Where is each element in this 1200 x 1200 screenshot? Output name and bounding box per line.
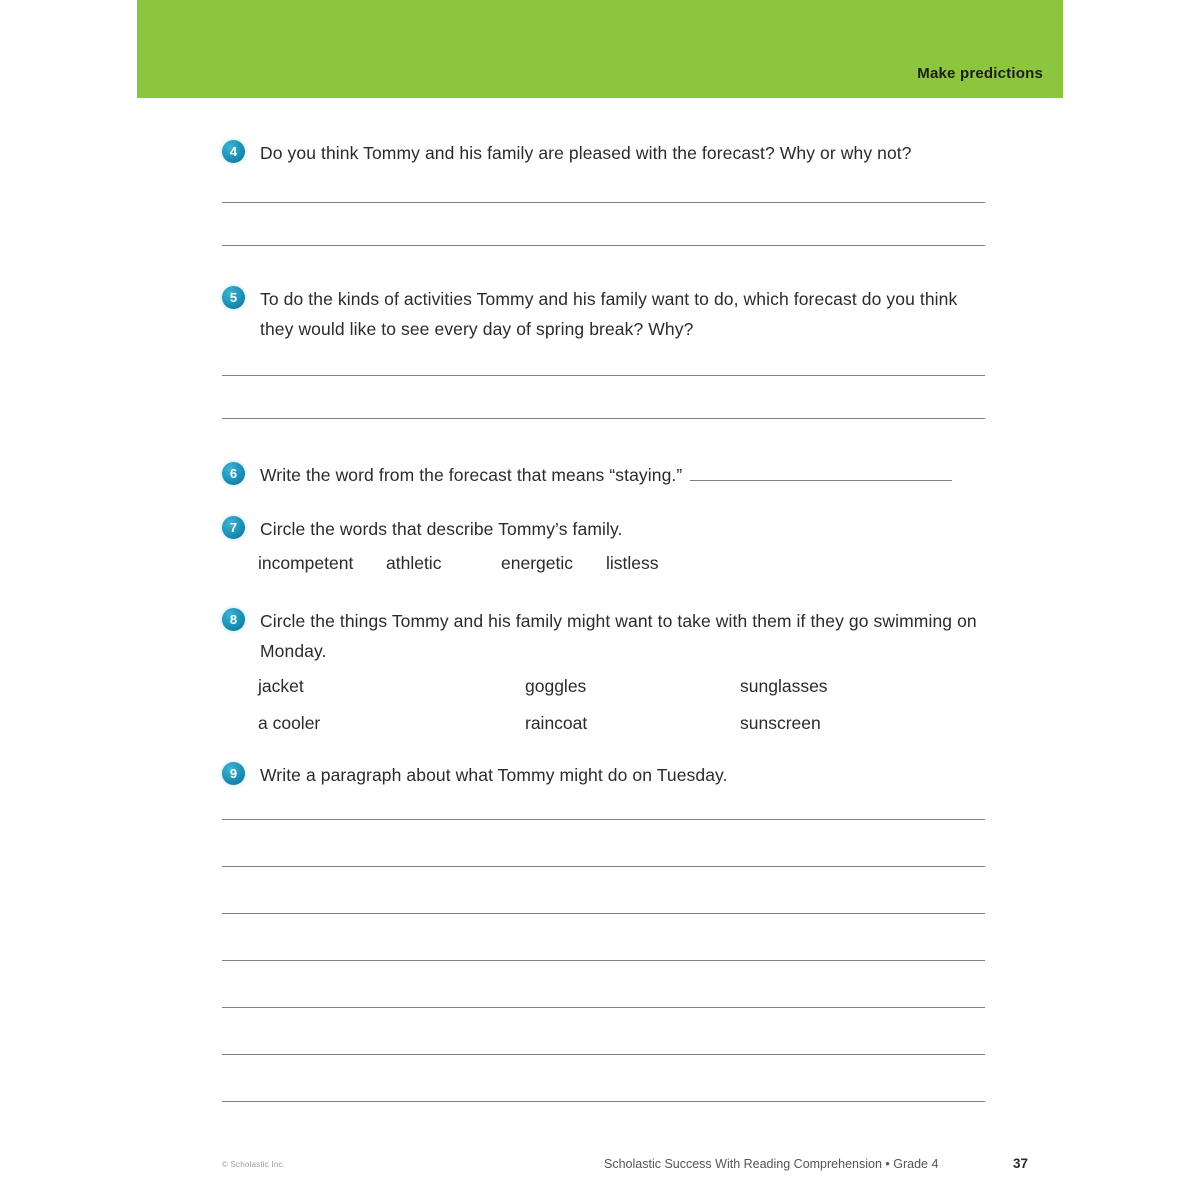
question-8	[222, 606, 992, 666]
question-4	[222, 138, 992, 168]
answer-line-q9-5[interactable]	[222, 1007, 985, 1008]
option-q7-athletic[interactable]: athletic	[386, 553, 442, 573]
option-q8-a-cooler[interactable]: a cooler	[258, 713, 321, 733]
question-number-badge-6: 6	[222, 462, 245, 485]
option-q8-sunglasses[interactable]: sunglasses	[740, 676, 828, 696]
question-number-badge-7: 7	[222, 516, 245, 539]
footer-series-title: Scholastic Success With Reading Comprehension • Grade 4	[604, 1157, 939, 1171]
question-text-6: Write the word from the forecast that means “staying.”	[260, 465, 683, 485]
answer-blank-q6[interactable]	[690, 466, 952, 481]
question-6	[222, 460, 992, 490]
option-row-2	[258, 705, 958, 742]
question-number-badge-9: 9	[222, 762, 245, 785]
option-q8-sunscreen[interactable]: sunscreen	[740, 713, 821, 733]
question-5	[222, 284, 992, 344]
question-text-8: Circle the things Tommy and his family might want to take with them if they go swimming on Monday.	[260, 611, 977, 661]
option-q8-goggles[interactable]: goggles	[525, 676, 587, 696]
answer-line-q4-1[interactable]	[222, 202, 985, 203]
option-grid-q8	[258, 668, 958, 742]
option-q8-raincoat[interactable]: raincoat	[525, 713, 588, 733]
answer-line-q9-1[interactable]	[222, 819, 985, 820]
answer-line-q4-2[interactable]	[222, 245, 985, 246]
answer-line-q9-3[interactable]	[222, 913, 985, 914]
question-text-9: Write a paragraph about what Tommy might do on Tuesday.	[260, 765, 728, 785]
answer-line-q9-2[interactable]	[222, 866, 985, 867]
question-7	[222, 514, 992, 544]
page-header-banner	[137, 0, 1063, 98]
question-text-5: To do the kinds of activities Tommy and his family want to do, which forecast do you think they would like to see every day of spring break? Why?	[260, 289, 958, 339]
question-text-6-wrapper	[260, 460, 992, 490]
option-q7-incompetent[interactable]: incompetent	[258, 553, 354, 573]
answer-line-q5-2[interactable]	[222, 418, 985, 419]
answer-line-q9-7[interactable]	[222, 1101, 985, 1102]
option-q8-jacket[interactable]: jacket	[258, 676, 304, 696]
answer-line-q5-1[interactable]	[222, 375, 985, 376]
question-number-badge-5: 5	[222, 286, 245, 309]
question-9	[222, 760, 992, 790]
option-row-1	[258, 668, 958, 705]
question-number-badge-4: 4	[222, 140, 245, 163]
question-number-badge-8: 8	[222, 608, 245, 631]
answer-line-q9-4[interactable]	[222, 960, 985, 961]
option-q7-listless[interactable]: listless	[606, 553, 659, 573]
question-text-4: Do you think Tommy and his family are pleased with the forecast? Why or why not?	[260, 143, 912, 163]
footer-page-number: 37	[1013, 1156, 1029, 1171]
answer-line-q9-6[interactable]	[222, 1054, 985, 1055]
footer-copyright: © Scholastic Inc.	[222, 1160, 286, 1169]
option-list-q7	[258, 548, 659, 578]
option-q7-energetic[interactable]: energetic	[501, 553, 573, 573]
question-text-7: Circle the words that describe Tommy’s family.	[260, 519, 623, 539]
skill-title: Make predictions	[917, 65, 1043, 82]
